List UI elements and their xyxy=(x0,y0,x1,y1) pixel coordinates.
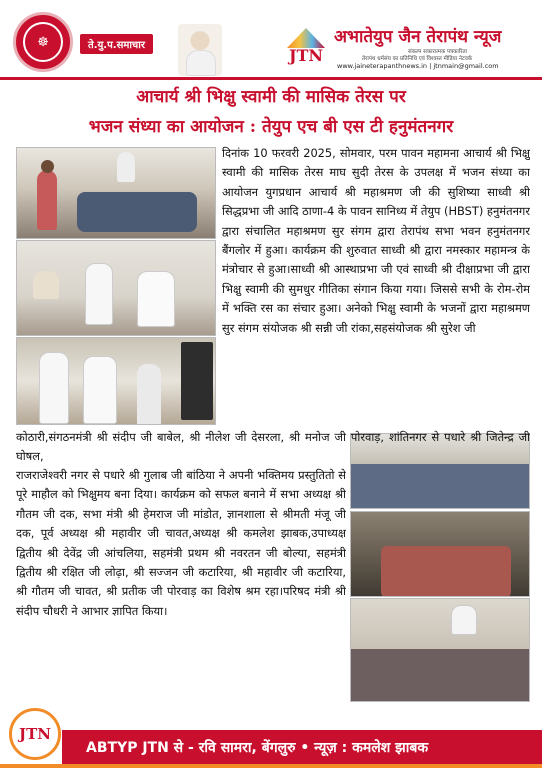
event-photo-6 xyxy=(350,598,530,702)
article-paragraph-1: दिनांक 10 फरवरी 2025, सोमवार, परम पावन महामना आचार्य श्री भिक्षु स्वामी की मासिक तेरस माघ सुदी तेरस के उपलक्ष में भजन संध्या का आयोजन युगप्रधान आचार्य श्री महाश्रमण जी की सुशिष्या साध्वी श्री सिद्धप्रभा जी आदि ठाणा-4 के पावन सानिध्य में तेयुप (HBST) हनुमंतनगर द्वारा संचालित महाश्रमण सुर संगम द्वारा तेरापंथ सभा भवन हनुमंतनगर बैंगलोर में हुआ। कार्यक्रम की शुरुवात साध्वी श्री द्वारा नमस्कार महामन्त्र के मंत्रोचार से हुआ।साध्वी श्री आस्थाप्रभा जी एवं साध्वी श्री दीक्षाप्रभा जी द्वारा भिक्षु स्वामी की सुमधुर गीतिका संगान किया गया। जिससे सभी के रोम-रोम में भक्ति रस का संचार हुआ। अनेको भिक्षु स्वामी के भजनों द्वारा महाश्रमण सुर संगम संयोजक श्री सन्नी जी रांका,सहसंयोजक श्री सुरेश जी xyxy=(222,146,530,335)
jtn-logo xyxy=(283,28,329,66)
page-header xyxy=(0,0,542,80)
jtn-logo-icon xyxy=(287,28,325,48)
footer-jtn-logo xyxy=(9,708,61,760)
acharya-photo xyxy=(178,24,222,76)
article-paragraph-3: राजराजेश्वरी नगर से पधारे श्री गुलाब जी बांठिया ने अपनी भक्तिमय प्रस्तुतितो से पूरे माहौल को भिक्षुमय बना दिया। कार्यक्रम को सफल बनाने में सभा अध्यक्ष श्री गौतम जी दक, सभा मंत्री श्री हेमराज जी मांडोत, ज्ञानशाला से श्रीमती मंजू जी दक, पूर्व अध्यक्ष श्री महावीर जी चावत,अध्यक्ष श्री कमलेश झाबक,उपाध्यक्ष द्वितीय श्री देवेंद्र जी आंचलिया, सहमंत्री प्रथम श्री नवरतन जी बोल्या, सहमंत्री द्वितीय श्री रक्षित जी लोढ़ा, श्री सज्जन जी कटारिया, श्री महावीर जी कटारिया, श्री गौतम जी चावत, श्री प्रतीक जी पोरवाड़ का विशेष श्रम रहा।परिषद मंत्री श्री संदीप चौधरी ने आभार ज्ञापित किया। xyxy=(16,468,346,618)
article-left-column xyxy=(16,466,346,702)
brand-title: अभातेयुप जैन तेरापंथ न्यूज xyxy=(334,27,502,47)
event-photo-3 xyxy=(16,337,216,425)
article-paragraph-2: कोठारी,संगठनमंत्री श्री संदीप जी बाबेल, श्री नीलेश जी देसरला, श्री मनोज जी पोरवाड़, शांतिनगर से पधारे श्री जितेन्द्र जी घोषल, xyxy=(16,430,530,464)
brand-subtitle: तेरापंथ धर्मसंघ का प्रतिनिधि एवं विश्वस्त मीडिया नेटवर्क xyxy=(362,56,473,62)
jtn-logo-text: JTN xyxy=(288,46,324,65)
tyu-emblem-icon: ☸ xyxy=(23,22,63,62)
tyu-news-tag: ते.यु.प.समाचार xyxy=(80,34,153,54)
headline-line-1: आचार्य श्री भिक्षु स्वामी की मासिक तेरस पर xyxy=(136,87,406,107)
event-photo-5 xyxy=(350,511,530,597)
footer-logo-text: JTN xyxy=(19,725,51,743)
footer-credit-bar xyxy=(62,730,542,764)
headline-line-2: भजन संध्या का आयोजन : तेयुप एच बी एस टी हनुमंतनगर xyxy=(88,117,454,137)
brand-tagline: संकल्प सकारात्मक पत्रकारिता xyxy=(408,49,468,55)
article-full-width xyxy=(16,428,530,468)
footer-stripe xyxy=(0,764,542,768)
footer-credit: ABTYP JTN से - रवि सामरा, बेंगलुरु • न्यूज़ : कमलेश झाबक xyxy=(86,739,429,756)
event-photo-1 xyxy=(16,147,216,239)
tyu-emblem-logo xyxy=(13,12,73,72)
brand-contact: www.jaineterapanthnews.in | jtnmain@gmail.com xyxy=(337,62,499,70)
article-right-column xyxy=(222,144,530,430)
event-photo-2 xyxy=(16,240,216,336)
